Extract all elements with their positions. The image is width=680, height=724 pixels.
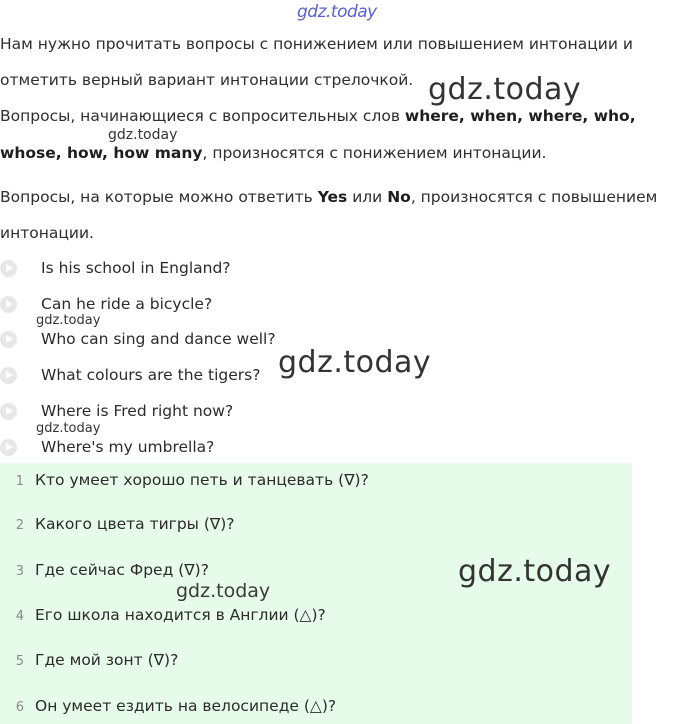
watermark: gdz.today bbox=[36, 313, 101, 328]
answer-row-1 bbox=[0, 471, 369, 489]
answer-text: Где сейчас Фред (∇)? bbox=[35, 561, 209, 579]
paragraph-1-line-2: отметить верный вариант интонации стрелочкой. bbox=[0, 71, 414, 89]
question-text-6: Where's my umbrella? bbox=[41, 438, 215, 456]
answer-row-6 bbox=[0, 697, 336, 715]
watermark: gdz.today bbox=[428, 72, 582, 107]
question-row-6 bbox=[0, 436, 214, 458]
watermark: gdz.today bbox=[278, 345, 432, 380]
answer-text: Где мой зонт (∇)? bbox=[35, 651, 179, 669]
question-words-2: whose, how, how many bbox=[0, 144, 203, 162]
paragraph-3-tail: , произносятся с повышением bbox=[410, 188, 658, 206]
paragraph-3-line-2: интонации. bbox=[0, 224, 94, 242]
no-word: No bbox=[387, 188, 411, 206]
or-word: или bbox=[347, 188, 388, 206]
answer-row-2 bbox=[0, 515, 235, 533]
paragraph-2-tail: , произносятся с понижением интонации. bbox=[202, 144, 547, 162]
play-icon[interactable] bbox=[0, 331, 17, 348]
answer-number: 5 bbox=[15, 654, 24, 669]
answer-row-3 bbox=[0, 561, 209, 579]
answer-number: 3 bbox=[15, 564, 24, 579]
watermark-top: gdz.today bbox=[297, 2, 377, 22]
question-row-1 bbox=[0, 257, 231, 279]
answer-number: 6 bbox=[15, 700, 24, 715]
paragraph-3-line-1 bbox=[0, 186, 657, 208]
question-row-5 bbox=[0, 400, 233, 422]
watermark: gdz.today bbox=[108, 127, 178, 143]
question-text-1: Is his school in England? bbox=[41, 259, 231, 277]
question-row-2 bbox=[0, 293, 212, 315]
play-icon[interactable] bbox=[0, 296, 17, 313]
answer-text: Какого цвета тигры (∇)? bbox=[35, 515, 235, 533]
answer-row-4 bbox=[0, 606, 326, 624]
question-text-3: Who can sing and dance well? bbox=[41, 330, 276, 348]
paragraph-2-line-1 bbox=[0, 105, 636, 127]
yes-word: Yes bbox=[317, 188, 348, 206]
watermark: gdz.today bbox=[176, 580, 271, 602]
answer-row-5 bbox=[0, 651, 178, 669]
paragraph-1-line-1: Нам нужно прочитать вопросы с понижением или повышением интонации и bbox=[0, 35, 633, 53]
play-icon[interactable] bbox=[0, 403, 17, 420]
answer-text: Он умеет ездить на велосипеде (△)? bbox=[35, 697, 337, 715]
question-text-2: Can he ride a bicycle? bbox=[41, 295, 213, 313]
answer-text: Его школа находится в Англии (△)? bbox=[35, 606, 326, 624]
play-icon[interactable] bbox=[0, 367, 17, 384]
paragraph-3-text: Вопросы, на которые можно ответить bbox=[0, 188, 318, 206]
play-icon[interactable] bbox=[0, 439, 17, 456]
watermark: gdz.today bbox=[36, 421, 101, 436]
play-icon[interactable] bbox=[0, 260, 17, 277]
answer-number: 2 bbox=[15, 518, 24, 533]
watermark: gdz.today bbox=[458, 554, 612, 589]
question-text-5: Where is Fred right now? bbox=[41, 402, 234, 420]
answer-number: 4 bbox=[15, 609, 24, 624]
question-words-1: where, when, where, who, bbox=[404, 107, 636, 125]
paragraph-2-text: Вопросы, начинающиеся с вопросительных слов bbox=[0, 107, 405, 125]
answers-panel bbox=[0, 463, 632, 724]
paragraph-2-line-2 bbox=[0, 142, 546, 164]
answer-text: Кто умеет хорошо петь и танцевать (∇)? bbox=[35, 471, 369, 489]
question-row-4 bbox=[0, 364, 260, 386]
answer-number: 1 bbox=[15, 474, 24, 489]
question-text-4: What colours are the tigers? bbox=[41, 366, 261, 384]
question-row-3 bbox=[0, 328, 276, 350]
